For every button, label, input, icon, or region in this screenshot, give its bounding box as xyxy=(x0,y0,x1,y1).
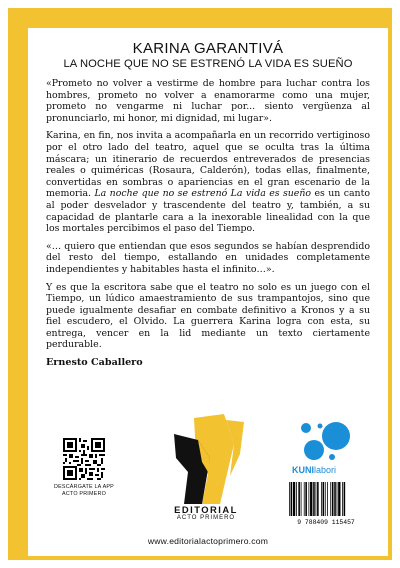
cover-frame xyxy=(8,8,392,560)
barcode-bar xyxy=(338,482,340,516)
barcode-bar xyxy=(304,482,305,516)
quote-paragraph-1: «Prometo no volver a vestirme de hombre para luchar contra los hombres, prometo no volver a enamorarme como una mujer, prometo no vengarme ni luchar por... siento vergüenza al pronunciarlo, mi honor, mi dignidad, mi lugar». xyxy=(46,78,370,124)
barcode-bar xyxy=(291,482,293,516)
qr-code-icon[interactable] xyxy=(63,438,105,480)
kunilabori-wordmark: KUNIlabori xyxy=(292,465,337,475)
barcode-bar xyxy=(310,482,312,516)
title-italic: La noche que no se estrenó La vida es sueño xyxy=(94,188,312,200)
kunilabori-bubbles-icon xyxy=(296,418,356,464)
publisher-logo-icon xyxy=(164,414,248,504)
author-name: KARINA GARANTIVÁ xyxy=(132,40,284,57)
review-paragraph-1: Karina, en fin, nos invita a acompañarla en un recorrido vertiginoso por el otro lado del teatro, aquel que se oculta tras la última máscara; un itinerario de recuerdos entreverados de presencias reales o quiméricas (Rosaura, Calderón), todas ellas, finalmente, convertidas en sombras o apariencias en el gran escenario de la memoria. La noche que no se estrenó La vida es sueño es un canto al poder desvelador y trascendente del teatro y, también, a su capacidad de plantarle cara a la inexorable linealidad con la que los mortales percibimos el paso del Tiempo. xyxy=(46,130,370,235)
barcode-bar xyxy=(296,482,297,516)
website-url[interactable]: www.editorialactoprimero.com xyxy=(147,536,269,546)
barcode-bar xyxy=(330,482,331,516)
publisher-subtitle: ACTO PRIMERO xyxy=(176,515,236,521)
barcode-bar xyxy=(332,482,334,516)
barcode-bar xyxy=(327,482,328,516)
barcode-bar xyxy=(325,482,326,516)
back-cover xyxy=(28,28,388,556)
barcode-bar xyxy=(344,482,346,516)
barcode-bar xyxy=(323,482,325,516)
barcode-bar xyxy=(337,482,338,516)
barcode-bar xyxy=(313,482,315,516)
barcode-bar xyxy=(321,482,322,516)
barcode-bar xyxy=(289,482,290,516)
barcode-bar xyxy=(334,482,336,516)
barcode-bar xyxy=(301,482,302,516)
barcode-bar xyxy=(316,482,317,516)
barcode xyxy=(286,480,366,526)
barcode-bar xyxy=(305,482,307,516)
quote-paragraph-2: «… quiero que entiendan que esos segundos se habían desprendido del resto del tiempo, estallando en unidades completamente independientes y habitables hasta el infinito…». xyxy=(46,240,370,275)
qr-caption: DESCÁRGATE LA APP ACTO PRIMERO xyxy=(54,484,114,497)
synopsis xyxy=(46,78,370,368)
barcode-bar xyxy=(342,482,343,516)
review-paragraph-2: Y es que la escritora sabe que el teatro no solo es un juego con el Tiempo, un lúdico amaestramiento de sus trampantojos, sino que puede igualmente desafiar en combate definitivo a Kronos y a su fiel escudero, el Olvido. La guerrera Karina logra con esta, su entrega, vencer en la lid mediante un texto ciertamente perdurable. xyxy=(46,281,370,351)
barcode-bar xyxy=(309,482,310,516)
publisher-name: EDITORIAL xyxy=(174,504,238,515)
bottom-section xyxy=(28,426,388,556)
barcode-bar xyxy=(293,482,295,516)
qr-block xyxy=(54,438,114,498)
barcode-bar xyxy=(298,482,300,516)
reviewer-signature: Ernesto Caballero xyxy=(46,357,143,369)
barcode-bar xyxy=(317,482,319,516)
barcode-number: 9 788409 115457 xyxy=(297,519,355,526)
book-title: LA NOCHE QUE NO SE ESTRENÓ LA VIDA ES SUEÑO xyxy=(63,58,353,70)
